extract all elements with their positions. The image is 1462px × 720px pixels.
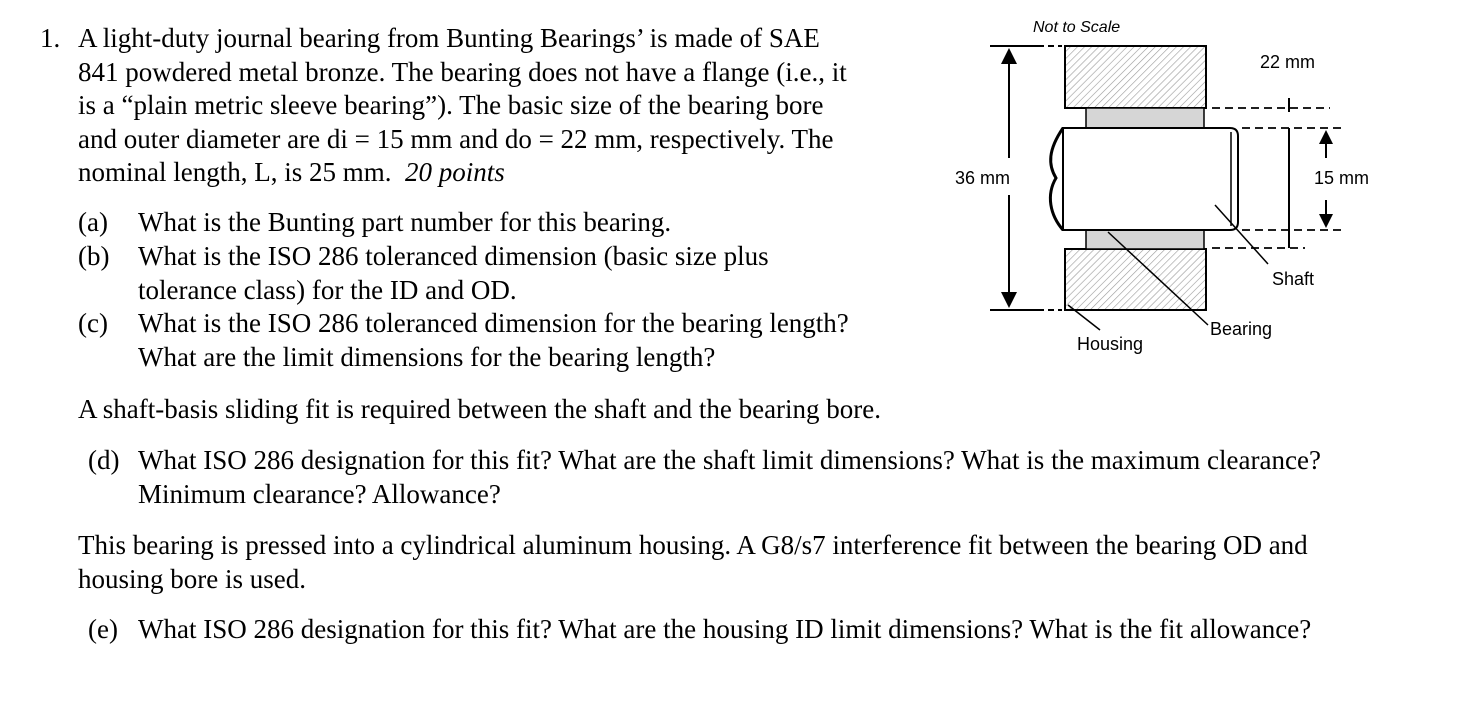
part-text: What ISO 286 designation for this fit? What are the housing ID limit dimensions? What is the fit allowance? bbox=[138, 614, 1312, 644]
bearing-diagram bbox=[940, 0, 1410, 370]
part-text: What is the ISO 286 toleranced dimension (basic size plus bbox=[138, 241, 769, 271]
part-label: (a) bbox=[78, 207, 108, 237]
shaft-label: Shaft bbox=[1272, 269, 1315, 289]
part-label: (e) bbox=[88, 614, 118, 644]
interference-fit-statement bbox=[78, 529, 1308, 596]
bearing-label: Bearing bbox=[1210, 319, 1273, 339]
problem-number: 1. bbox=[40, 23, 61, 53]
sliding-fit-statement: A shaft-basis sliding fit is required between the shaft and the bearing bore. bbox=[78, 394, 882, 424]
shaft-leader bbox=[1215, 205, 1268, 264]
arrow-up-icon bbox=[1001, 48, 1017, 64]
part-label: (b) bbox=[78, 241, 110, 271]
part-text: What is the ISO 286 toleranced dimension for the bearing length? bbox=[138, 308, 849, 338]
part-text: What are the limit dimensions for the bearing length? bbox=[138, 341, 716, 372]
shaft bbox=[1063, 128, 1238, 230]
scale-note: Not to Scale bbox=[1033, 19, 1121, 36]
arrow-up-icon bbox=[1319, 130, 1333, 144]
dim-bore-label: 15 mm bbox=[1314, 168, 1370, 188]
intro-line: is a “plain metric sleeve bearing”). The basic size of the bearing bore bbox=[78, 90, 824, 120]
points-value: 20 points bbox=[404, 157, 505, 187]
dim-bearing-od-label: 22 mm bbox=[1260, 52, 1316, 72]
part-text: tolerance class) for the ID and OD. bbox=[138, 274, 517, 305]
part-text: What ISO 286 designation for this fit? What are the shaft limit dimensions? What is the maximum clearance? bbox=[138, 445, 1321, 475]
arrow-down-icon bbox=[1001, 292, 1017, 308]
intro-last-line: nominal length, L, is 25 mm. bbox=[78, 157, 392, 187]
statement-line: housing bore is used. bbox=[78, 563, 306, 594]
intro-line bbox=[78, 156, 847, 190]
bearing-bottom bbox=[1086, 230, 1204, 249]
intro-line: and outer diameter are di = 15 mm and do = 22 mm, respectively. The bbox=[78, 123, 834, 154]
part-label: (c) bbox=[78, 308, 108, 338]
housing-label: Housing bbox=[1077, 334, 1144, 354]
dim-outer-label: 36 mm bbox=[955, 168, 1011, 188]
shaft-break-line bbox=[1050, 128, 1063, 230]
part-label: (d) bbox=[88, 445, 120, 475]
housing-top bbox=[1065, 46, 1206, 108]
part-text: What is the Bunting part number for this bearing. bbox=[138, 207, 672, 237]
arrow-down-icon bbox=[1319, 214, 1333, 228]
bearing-top bbox=[1086, 108, 1204, 128]
part-text: Minimum clearance? Allowance? bbox=[138, 478, 501, 509]
intro-line: A light-duty journal bearing from Bunting Bearings’ is made of SAE bbox=[78, 23, 820, 53]
problem-intro bbox=[78, 22, 847, 190]
intro-line: 841 powdered metal bronze. The bearing does not have a flange (i.e., it bbox=[78, 56, 847, 87]
statement-line: This bearing is pressed into a cylindrical aluminum housing. A G8/s7 interference fit between the bearing OD and bbox=[78, 530, 1308, 560]
